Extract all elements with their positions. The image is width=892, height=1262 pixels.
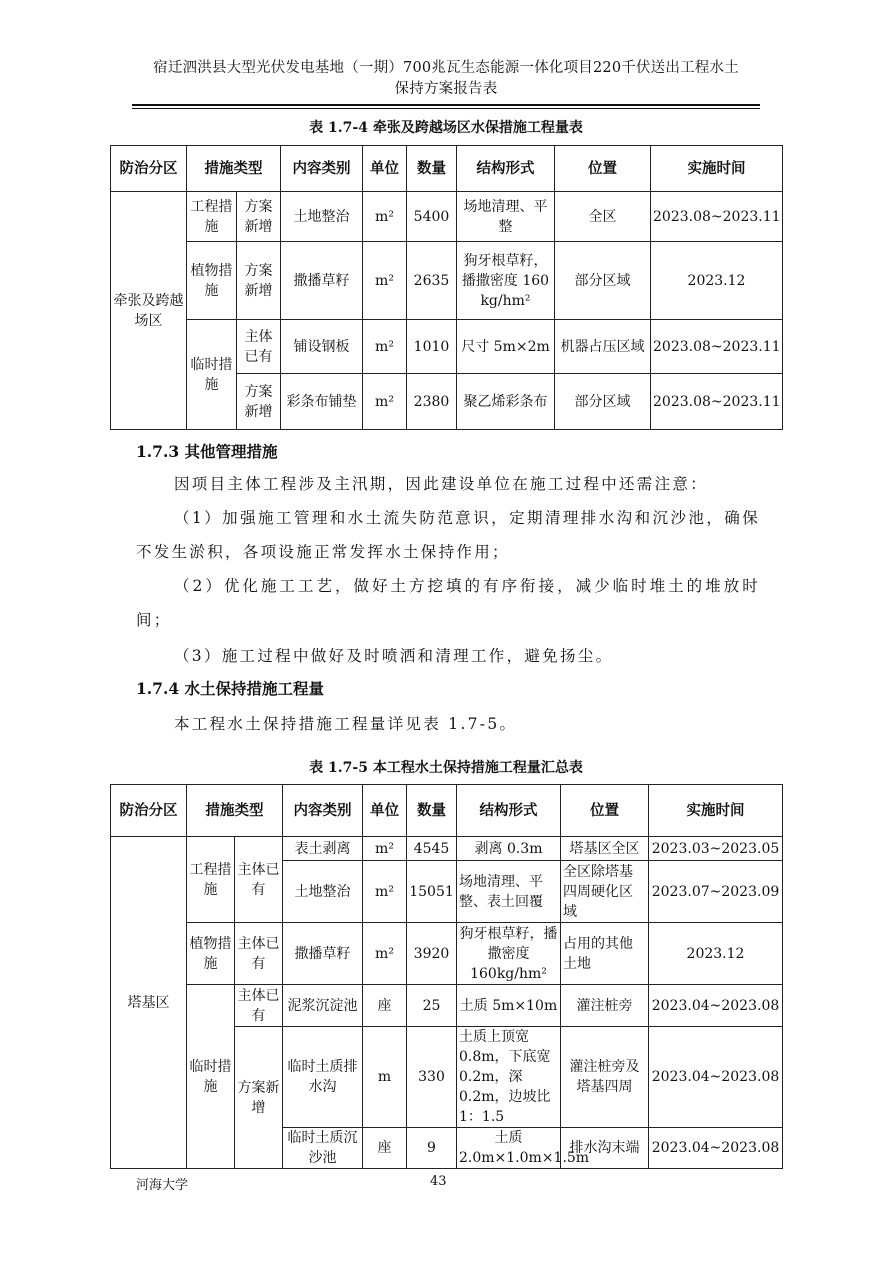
time-cell: 2023.08~2023.11 bbox=[651, 320, 783, 374]
content-cell: 土地整治 bbox=[283, 861, 363, 923]
unit-cell: m² bbox=[363, 320, 407, 374]
time-cell: 2023.04~2023.08 bbox=[649, 985, 783, 1027]
table-1-header-row bbox=[111, 146, 783, 192]
measure-category: 工程措施 bbox=[187, 837, 235, 923]
table-1 bbox=[110, 145, 783, 430]
paragraph: （2）优化施工工艺，做好土方挖填的有序衔接，减少临时堆土的堆放时间； bbox=[136, 577, 760, 629]
qty-cell: 2635 bbox=[407, 242, 457, 320]
footer-organization: 河海大学 bbox=[136, 1178, 189, 1193]
table-row bbox=[111, 923, 783, 985]
table-row bbox=[111, 837, 783, 861]
time-cell: 2023.04~2023.08 bbox=[649, 1027, 783, 1128]
measure-category: 植物措施 bbox=[187, 242, 237, 320]
qty-cell: 2380 bbox=[407, 374, 457, 430]
table-row bbox=[111, 320, 783, 374]
struct-cell: 尺寸 5m×2m bbox=[457, 320, 555, 374]
table-1-header-loc: 位置 bbox=[555, 146, 651, 192]
time-cell: 2023.12 bbox=[649, 923, 783, 985]
table-1-header-struct: 结构形式 bbox=[457, 146, 555, 192]
table-row bbox=[111, 192, 783, 242]
unit-cell: m bbox=[363, 1027, 407, 1128]
unit-cell: m² bbox=[363, 837, 407, 861]
unit-cell: m² bbox=[363, 242, 407, 320]
struct-cell: 狗牙根草籽，播撒密度 160kg/hm² bbox=[457, 923, 561, 985]
unit-cell: 座 bbox=[363, 985, 407, 1027]
measure-source: 方案新增 bbox=[237, 192, 281, 242]
measure-category: 临时措施 bbox=[187, 320, 237, 430]
measure-source: 方案新增 bbox=[237, 242, 281, 320]
table-2-header-content: 内容类别 bbox=[283, 785, 363, 837]
time-cell: 2023.08~2023.11 bbox=[651, 374, 783, 430]
content-cell: 撒播草籽 bbox=[281, 242, 363, 320]
time-cell: 2023.12 bbox=[651, 242, 783, 320]
paragraph: 因项目主体工程涉及主汛期，因此建设单位在施工过程中还需注意： bbox=[174, 475, 709, 493]
qty-cell: 15051 bbox=[407, 861, 457, 923]
zone-cell: 牵张及跨越场区 bbox=[111, 192, 187, 430]
struct-cell: 场地清理、平整 bbox=[457, 192, 555, 242]
content-cell: 泥浆沉淀池 bbox=[283, 985, 363, 1027]
loc-cell: 灌注桩旁 bbox=[561, 985, 649, 1027]
table-row bbox=[111, 985, 783, 1027]
struct-cell: 剥离 0.3m bbox=[457, 837, 561, 861]
time-cell: 2023.08~2023.11 bbox=[651, 192, 783, 242]
measure-source: 主体已有 bbox=[235, 923, 283, 985]
measure-category: 临时措施 bbox=[187, 985, 235, 1169]
loc-cell: 全区 bbox=[555, 192, 651, 242]
content-cell: 临时土质沉沙池 bbox=[283, 1128, 363, 1169]
measure-source: 方案新增 bbox=[237, 374, 281, 430]
section-heading-1-7-4: 1.7.4 水土保持措施工程量 bbox=[136, 679, 325, 698]
page-number: 43 bbox=[430, 1174, 447, 1189]
table-2-header-struct: 结构形式 bbox=[457, 785, 561, 837]
qty-cell: 25 bbox=[407, 985, 457, 1027]
qty-cell: 1010 bbox=[407, 320, 457, 374]
loc-cell: 灌注桩旁及塔基四周 bbox=[561, 1027, 649, 1128]
struct-cell: 土质上顶宽 0.8m，下底宽 0.2m，深 0.2m，边坡比 1：1.5 bbox=[457, 1027, 561, 1128]
table-2-header-row bbox=[111, 785, 783, 837]
table-1-header-zone: 防治分区 bbox=[111, 146, 187, 192]
unit-cell: m² bbox=[363, 192, 407, 242]
table-1-header-content: 内容类别 bbox=[281, 146, 363, 192]
table-1-header-time: 实施时间 bbox=[651, 146, 783, 192]
measure-category: 植物措施 bbox=[187, 923, 235, 985]
header-line-2: 保持方案报告表 bbox=[394, 81, 498, 97]
qty-cell: 330 bbox=[407, 1027, 457, 1128]
table-2-header-time: 实施时间 bbox=[649, 785, 783, 837]
paragraph: 本工程水土保持措施工程量详见表 1.7-5。 bbox=[174, 715, 518, 733]
qty-cell: 9 bbox=[407, 1128, 457, 1169]
zone-cell: 塔基区 bbox=[111, 837, 187, 1169]
time-cell: 2023.03~2023.05 bbox=[649, 837, 783, 861]
struct-cell: 土质 5m×10m bbox=[457, 985, 561, 1027]
table-1-header-type: 措施类型 bbox=[187, 146, 281, 192]
measure-category: 工程措施 bbox=[187, 192, 237, 242]
loc-cell: 全区除塔基四周硬化区域 bbox=[561, 861, 649, 923]
page-header bbox=[110, 58, 782, 100]
time-cell: 2023.04~2023.08 bbox=[649, 1128, 783, 1169]
header-rule-thin bbox=[132, 108, 760, 109]
qty-cell: 5400 bbox=[407, 192, 457, 242]
paragraph: （1）加强施工管理和水土流失防范意识，定期清理排水沟和沉沙池，确保不发生淤积，各项设施正常发挥水土保持作用； bbox=[136, 509, 760, 561]
measure-source: 主体已有 bbox=[235, 985, 283, 1027]
struct-cell: 狗牙根草籽，播撒密度 160 kg/hm² bbox=[457, 242, 555, 320]
header-rule-thick bbox=[132, 104, 760, 106]
time-cell: 2023.07~2023.09 bbox=[649, 861, 783, 923]
table-2-caption: 表 1.7-5 本工程水土保持措施工程量汇总表 bbox=[309, 760, 583, 776]
table-1-header-unit: 单位 bbox=[363, 146, 407, 192]
unit-cell: m² bbox=[363, 861, 407, 923]
content-cell: 土地整治 bbox=[281, 192, 363, 242]
loc-cell: 部分区域 bbox=[555, 242, 651, 320]
table-1-caption: 表 1.7-4 牵张及跨越场区水保措施工程量表 bbox=[309, 120, 583, 136]
unit-cell: m² bbox=[363, 923, 407, 985]
table-2 bbox=[110, 784, 783, 1169]
qty-cell: 4545 bbox=[407, 837, 457, 861]
content-cell: 铺设钢板 bbox=[281, 320, 363, 374]
paragraph: （3）施工过程中做好及时喷洒和清理工作，避免扬尘。 bbox=[174, 647, 614, 665]
struct-cell: 土质 2.0m×1.0m×1.5m bbox=[457, 1128, 561, 1169]
unit-cell: 座 bbox=[363, 1128, 407, 1169]
table-row bbox=[111, 242, 783, 320]
table-2-header-unit: 单位 bbox=[363, 785, 407, 837]
content-cell: 撒播草籽 bbox=[283, 923, 363, 985]
measure-source: 方案新增 bbox=[235, 1027, 283, 1169]
table-2-header-qty: 数量 bbox=[407, 785, 457, 837]
loc-cell: 塔基区全区 bbox=[561, 837, 649, 861]
table-1-header-qty: 数量 bbox=[407, 146, 457, 192]
loc-cell: 部分区域 bbox=[555, 374, 651, 430]
loc-cell: 排水沟末端 bbox=[561, 1128, 649, 1169]
struct-cell: 聚乙烯彩条布 bbox=[457, 374, 555, 430]
section-heading-1-7-3: 1.7.3 其他管理措施 bbox=[136, 442, 278, 461]
loc-cell: 占用的其他土地 bbox=[561, 923, 649, 985]
loc-cell: 机器占压区域 bbox=[555, 320, 651, 374]
measure-source: 主体已有 bbox=[235, 837, 283, 923]
content-cell: 彩条布铺垫 bbox=[281, 374, 363, 430]
table-2-header-zone: 防治分区 bbox=[111, 785, 187, 837]
table-2-header-type: 措施类型 bbox=[187, 785, 283, 837]
table-2-header-loc: 位置 bbox=[561, 785, 649, 837]
qty-cell: 3920 bbox=[407, 923, 457, 985]
measure-source: 主体已有 bbox=[237, 320, 281, 374]
header-line-1: 宿迁泗洪县大型光伏发电基地（一期）700兆瓦生态能源一体化项目220千伏送出工程水土 bbox=[153, 60, 739, 76]
unit-cell: m² bbox=[363, 374, 407, 430]
struct-cell: 场地清理、平整、表土回覆 bbox=[457, 861, 561, 923]
content-cell: 临时土质排水沟 bbox=[283, 1027, 363, 1128]
content-cell: 表土剥离 bbox=[283, 837, 363, 861]
